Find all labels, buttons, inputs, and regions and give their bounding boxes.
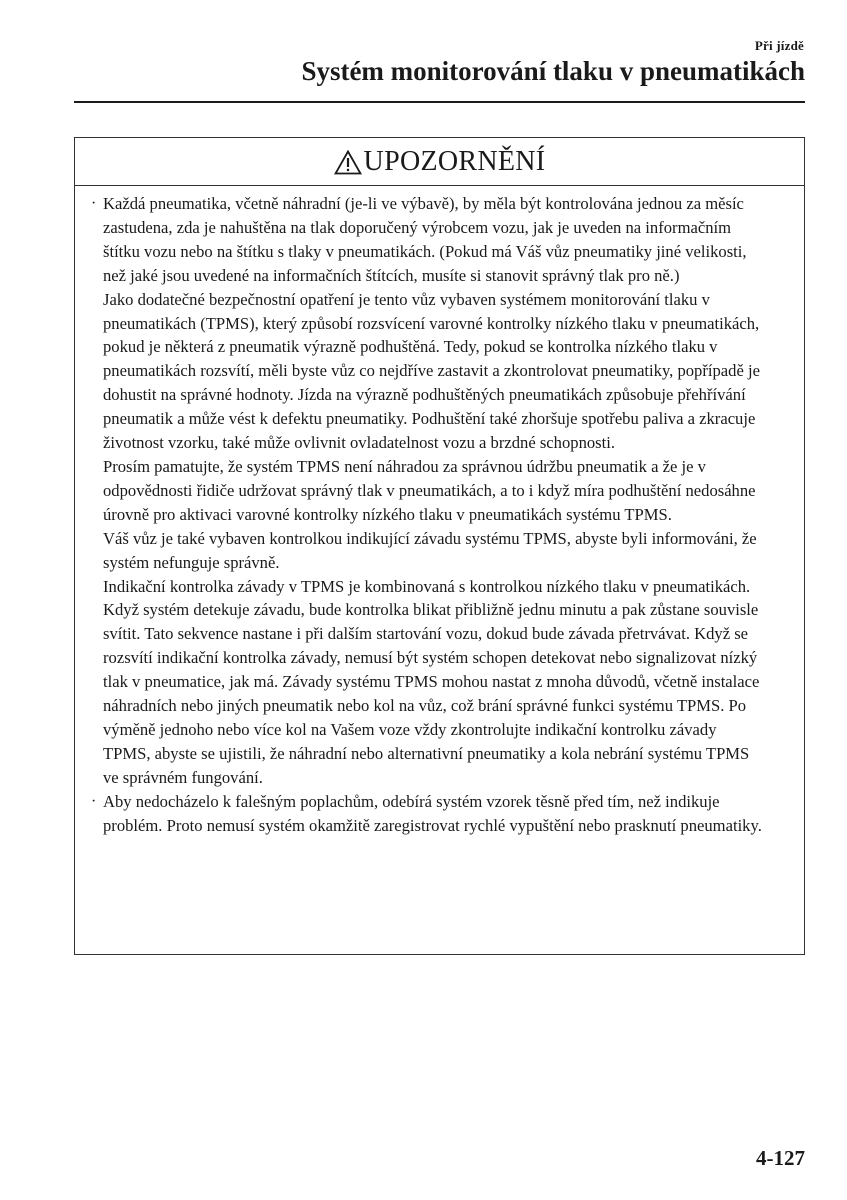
paragraph-false-alarms: Aby nedocházelo k falešným poplachům, odebírá systém vzorek těsně před tím, než indikuje problém. Proto nemusí systém okamžitě zaregistrovat rychlé vypuštění nebo prasknutí pneumatiky.	[103, 791, 762, 835]
warning-header	[75, 138, 804, 186]
page-title: Systém monitorování tlaku v pneumatikách	[301, 56, 805, 86]
paragraph-malfunction-details: Indikační kontrolka závady v TPMS je kombinovaná s kontrolkou nízkého tlaku v pneumatikách. Když systém detekuje závadu, bude kontrolka blikat přibližně jednu minutu a pak zůstane souvisle svítit. Tato sekvence nastane i při dalším startování vozu, dokud bude závada přetrvávat. Když se rozsvítí indikační kontrolka závady, nemusí být systém schopen detekovat nebo signalizovat nízký tlak v pneumatice, jak má. Závady systému TPMS mohou nastat z mnoha důvodů, včetně instalace náhradních nebo jiných pneumatik nebo kol na vůz, což brání správné funkci systému TPMS. Po výměně jednoho nebo více kol na Vašem voze vždy zkontrolujte indikační kontrolku závady TPMS, abyste se ujistili, že náhradní nebo alternativní pneumatiky a kola nebrání systému TPMS ve správném fungování.	[103, 576, 760, 787]
paragraph-monthly-check: Každá pneumatika, včetně náhradní (je-li ve výbavě), by měla být kontrolována jednou za měsíc zastudena, zda je nahuštěna na tlak doporučený výrobcem vozu, jak je uveden na informačním štítku vozu nebo na štítku s tlaky v pneumatikách. (Pokud má Váš vůz pneumatiky jiné velikosti, než jaké jsou uvedené na informačních štítcích, musíte si stanovit správný tlak pro ně.)	[103, 194, 747, 285]
section-label: Při jízdě	[754, 38, 804, 53]
warning-triangle-icon	[334, 150, 362, 175]
warning-box	[74, 137, 805, 955]
page-number: 4-127	[756, 1146, 805, 1170]
warning-title: UPOZORNĚNÍ	[363, 145, 546, 177]
warning-body	[75, 186, 804, 837]
paragraph-tpms-not-substitute: Prosím pamatujte, že systém TPMS není náhradou za správnou údržbu pneumatik a že je v odpovědnosti řidiče udržovat správný tlak v pneumatikách, a to i když míra podhuštění nedosáhne úrovně pro aktivaci varovné kontrolky nízkého tlaku v pneumatikách systému TPMS.	[103, 456, 756, 524]
warning-bullet-1: · Každá pneumatika, včetně náhradní (je-li ve výbavě), by měla být kontrolována jednou za měsíc zastudena, zda je nahuštěna na tlak doporučený výrobcem vozu, jak je uveden na informačním štítku vozu nebo na štítku s tlaky v pneumatikách. (Pokud má Váš vůz pneumatiky jiné velikosti, než jaké jsou uvedené na informačních štítcích, musíte si stanovit správný tlak pro ně.) Jako dodatečné bezpečnostní opatření je tento vůz vybaven systémem monitorování tlaku v pneumatikách (TPMS), který způsobí rozsvícení varovné kontrolky nízkého tlaku v pneumatikách, pokud je některá z pneumatik výrazně podhuštěná. Tedy, pokud se kontrolka nízkého tlaku v pneumatikách rozsvítí, měli byste vůz co nejdříve zastavit a zkontrolovat pneumatiky, popřípadě je dohustit na správné hodnoty. Jízda na výrazně podhuštěných pneumatikách způsobuje přehřívání pneumatik a může vést k defektu pneumatiky. Podhuštění také zhoršuje spotřebu paliva a zkracuje životnost vzorku, také může ovlivnit ovladatelnost vozu a brzdné schopnosti. Prosím pamatujte, že systém TPMS není náhradou za správnou údržbu pneumatik a že je v odpovědnosti řidiče udržovat správný tlak v pneumatikách, a to i když míra podhuštění nedosáhne úrovně pro aktivaci varovné kontrolky nízkého tlaku v pneumatikách systému TPMS. Váš vůz je také vybaven kontrolkou indikující závadu systému TPMS, abyste byli informováni, že systém nefunguje správně. Indikační kontrolka závady v TPMS je kombinovaná s kontrolkou nízkého tlaku v pneumatikách. Když systém detekuje závadu, bude kontrolka blikat přibližně jednu minutu a pak zůstane souvisle svítit. Tato sekvence nastane i při dalším startování vozu, dokud bude závada přetrvávat. Když se rozsvítí indikační kontrolka závady, nemusí být systém schopen detekovat nebo signalizovat nízký tlak v pneumatice, jak má. Závady systému TPMS mohou nastat z mnoha důvodů, včetně instalace náhradních nebo jiných pneumatik nebo kol na vůz, což brání správné funkci systému TPMS. Po výměně jednoho nebo více kol na Vašem voze vždy zkontrolujte indikační kontrolku závady TPMS, abyste se ujistili, že náhradní nebo alternativní pneumatiky a kola nebrání systému TPMS ve správném fungování.	[103, 192, 764, 790]
title-divider	[74, 101, 805, 103]
warning-bullet-2: · Aby nedocházelo k falešným poplachům, odebírá systém vzorek těsně před tím, než indikuje problém. Proto nemusí systém okamžitě zaregistrovat rychlé vypuštění nebo prasknutí pneumatiky.	[103, 790, 764, 838]
paragraph-tpms-intro: Jako dodatečné bezpečnostní opatření je tento vůz vybaven systémem monitorování tlaku v pneumatikách (TPMS), který způsobí rozsvícení varovné kontrolky nízkého tlaku v pneumatikách, pokud je některá z pneumatik výrazně podhuštěná. Tedy, pokud se kontrolka nízkého tlaku v pneumatikách rozsvítí, měli byste vůz co nejdříve zastavit a zkontrolovat pneumatiky, popřípadě je dohustit na správné hodnoty. Jízda na výrazně podhuštěných pneumatikách způsobuje přehřívání pneumatik a může vést k defektu pneumatiky. Podhuštění také zhoršuje spotřebu paliva a zkracuje životnost vzorku, také může ovlivnit ovladatelnost vozu a brzdné schopnosti.	[103, 289, 760, 453]
paragraph-malfunction-indicator: Váš vůz je také vybaven kontrolkou indikující závadu systému TPMS, abyste byli informováni, že systém nefunguje správně.	[103, 528, 757, 572]
